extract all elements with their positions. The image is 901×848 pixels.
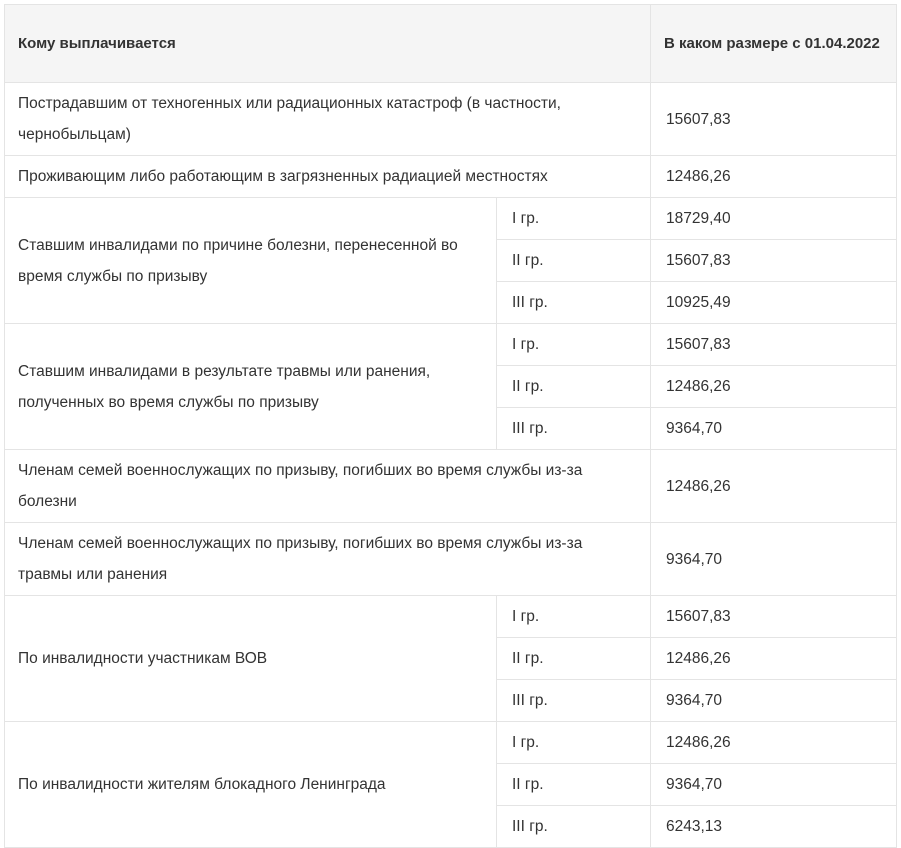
row-amount: 9364,70 <box>651 680 897 722</box>
row-group: II гр. <box>497 764 651 806</box>
row-recipient: По инвалидности участникам ВОВ <box>5 596 497 722</box>
row-amount: 15607,83 <box>651 596 897 638</box>
table-row <box>5 156 897 198</box>
benefits-table-container <box>4 4 897 848</box>
row-amount: 15607,83 <box>651 324 897 366</box>
row-amount: 9364,70 <box>651 523 897 596</box>
row-recipient: Ставшим инвалидами в результате травмы или ранения, полученных во время службы по призыву <box>5 324 497 450</box>
row-amount: 12486,26 <box>651 638 897 680</box>
table-row <box>5 324 897 366</box>
benefits-table <box>4 4 897 848</box>
table-row <box>5 596 897 638</box>
row-recipient: По инвалидности жителям блокадного Ленинграда <box>5 722 497 848</box>
row-recipient: Ставшим инвалидами по причине болезни, перенесенной во время службы по призыву <box>5 198 497 324</box>
row-amount: 12486,26 <box>651 366 897 408</box>
row-amount: 10925,49 <box>651 282 897 324</box>
table-row <box>5 198 897 240</box>
row-group: III гр. <box>497 680 651 722</box>
row-recipient: Членам семей военнослужащих по призыву, погибших во время службы из-за травмы или ранения <box>5 523 651 596</box>
row-amount: 12486,26 <box>651 450 897 523</box>
row-group: II гр. <box>497 240 651 282</box>
row-group: III гр. <box>497 282 651 324</box>
table-row <box>5 83 897 156</box>
table-row <box>5 450 897 523</box>
row-amount: 15607,83 <box>651 240 897 282</box>
row-amount: 12486,26 <box>651 156 897 198</box>
row-recipient: Членам семей военнослужащих по призыву, погибших во время службы из-за болезни <box>5 450 651 523</box>
row-amount: 9364,70 <box>651 764 897 806</box>
row-group: I гр. <box>497 596 651 638</box>
row-recipient: Пострадавшим от техногенных или радиационных катастроф (в частности, чернобыльцам) <box>5 83 651 156</box>
row-group: II гр. <box>497 638 651 680</box>
row-amount: 9364,70 <box>651 408 897 450</box>
header-who: Кому выплачивается <box>5 5 651 83</box>
row-recipient: Проживающим либо работающим в загрязненных радиацией местностях <box>5 156 651 198</box>
row-amount: 12486,26 <box>651 722 897 764</box>
row-amount: 18729,40 <box>651 198 897 240</box>
table-header-row <box>5 5 897 83</box>
row-group: III гр. <box>497 806 651 848</box>
row-amount: 15607,83 <box>651 83 897 156</box>
header-amount: В каком размере с 01.04.2022 <box>651 5 897 83</box>
row-group: I гр. <box>497 722 651 764</box>
table-row <box>5 722 897 764</box>
row-group: II гр. <box>497 366 651 408</box>
row-group: I гр. <box>497 198 651 240</box>
row-group: I гр. <box>497 324 651 366</box>
table-row <box>5 523 897 596</box>
row-amount: 6243,13 <box>651 806 897 848</box>
row-group: III гр. <box>497 408 651 450</box>
